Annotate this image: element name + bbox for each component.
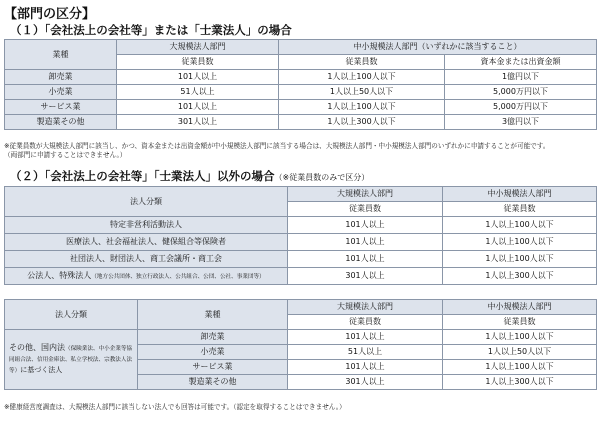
table-row: 卸売業 101人以上 1人以上100人以下 1億円以下 <box>5 70 597 85</box>
header-large: 大規模法人部門 <box>117 40 279 55</box>
page-title: 【部門の区分】 <box>4 7 96 22</box>
table-row: 医療法人、社会福祉法人、健保組合等保険者 101人以上 1人以上100人以下 <box>5 234 597 251</box>
header-category: 法人分類 <box>5 300 138 330</box>
section2-title-note: （※従業員数のみで区分） <box>274 173 370 182</box>
header-employees-large: 従業員数 <box>288 202 443 217</box>
table-company <box>4 39 597 130</box>
section1-note: ※従業員数が大規模法人部門に該当し、かつ、資本金または出資金額が中小規模法人部門に該当する場合は、大規模法人部門・中小規模法人部門のいずれかに申請することが可能です。 <box>4 142 550 150</box>
header-category: 法人分類 <box>5 187 288 217</box>
header-large: 大規模法人部門 <box>288 300 443 315</box>
header-small: 中小規模法人部門 <box>443 187 597 202</box>
header-employees-large: 従業員数 <box>117 55 279 70</box>
header-capital: 資本金または出資金額 <box>445 55 597 70</box>
table-row: 特定非営利活動法人 101人以上 1人以上100人以下 <box>5 217 597 234</box>
table-row: 製造業その他 301人以上 1人以上300人以下 <box>5 375 597 390</box>
header-employees-small: 従業員数 <box>443 315 597 330</box>
table-other <box>4 186 597 285</box>
section2-title: （２）「会社法上の会社等」「士業法人」以外の場合（※従業員数のみで区分） <box>10 169 370 183</box>
header-small: 中小規模法人部門（いずれかに該当すること） <box>279 40 597 55</box>
table-row: 公法人、特殊法人（地方公共団体、独立行政法人、公共組合、公団、公社、事業団等） 301人以上 1人以上300人以下 <box>5 268 597 285</box>
section1-note2: （両部門に申請することはできません。） <box>4 151 127 159</box>
header-industry: 業種 <box>138 300 288 330</box>
section3-note: ※健康経営度調査は、大規模法人部門に該当しない法人でも回答は可能です。（認定を取得することはできません。） <box>4 403 346 411</box>
header-large: 大規模法人部門 <box>288 187 443 202</box>
table-row: 小売業 51人以上 1人以上50人以下 5,000万円以下 <box>5 85 597 100</box>
table-row: 小売業 51人以上 1人以上50人以下 <box>5 345 597 360</box>
header-industry: 業種 <box>5 40 117 70</box>
table-row: サービス業 101人以上 1人以上100人以下 <box>5 360 597 375</box>
table-row: 製造業その他 301人以上 1人以上300人以下 3億円以下 <box>5 115 597 130</box>
header-employees-small: 従業員数 <box>443 202 597 217</box>
section1-title: （１）「会社法上の会社等」または「士業法人」の場合 <box>10 23 292 37</box>
header-small: 中小規模法人部門 <box>443 300 597 315</box>
table-row: 社団法人、財団法人、商工会議所・商工会 101人以上 1人以上100人以下 <box>5 251 597 268</box>
table-row: サービス業 101人以上 1人以上100人以下 5,000万円以下 <box>5 100 597 115</box>
header-employees-large: 従業員数 <box>288 315 443 330</box>
table-domestic <box>4 299 597 390</box>
header-employees-small: 従業員数 <box>279 55 445 70</box>
category-cell: その他、国内法（保険業法、中小企業等協同組合法、信用金庫法、私立学校法、宗教法人法等）に基づく法人 <box>5 330 138 390</box>
table-row: その他、国内法（保険業法、中小企業等協同組合法、信用金庫法、私立学校法、宗教法人法等）に基づく法人 卸売業 101人以上 1人以上100人以下 <box>5 330 597 345</box>
